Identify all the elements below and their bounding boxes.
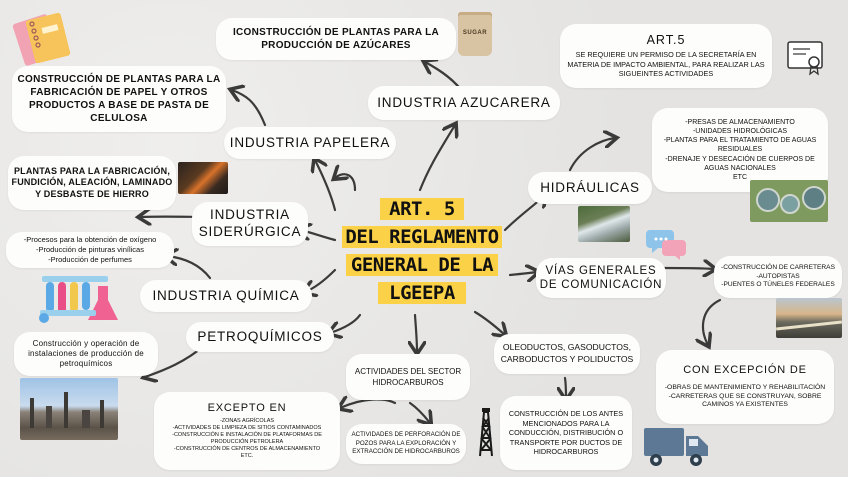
quimica-item: -Producción de perfumes [48,254,132,264]
excepcion-item: -OBRAS DE MANTENIMIENTO Y REHABILITACIÓN [664,383,826,391]
arrow-to-oleoductos [475,312,505,335]
arrow-to-vias [510,272,537,275]
node-vias-desc [714,256,842,298]
node-petroquimicos-desc: Construcción y operación de instalaciones de producción de petroquímicos [14,332,158,376]
excepcion-title: CON EXCEPCIÓN DE [683,363,807,376]
excepto-item: -CONSTRUCCIÓN DE CENTROS DE ALMACENAMIENTO [173,445,321,452]
water-treatment-photo [750,180,828,222]
arrow-to-papelera-desc [232,90,265,125]
excepto-item: ETC. [240,452,254,459]
refinery-photo [20,378,118,440]
node-papelera-desc: CONSTRUCCIÓN DE PLANTAS PARA LA FABRICACIÓN DE PAPEL Y OTROS PRODUCTOS A BASE DE PASTA DE CELULOSA [12,66,226,132]
notebooks-icon [12,10,74,68]
node-hidrocarburos-desc: ACTIVIDADES DE PERFORACIÓN DE POZOS PARA LA EXPLORACIÓN Y EXTRACCIÓN DE HIDROCARBUROS [346,424,466,464]
hidraulicas-item: -DRENAJE Y DESECACIÓN DE CUERPOS DE AGUAS NACIONALES [665,155,815,172]
title-line-4: LGEEPA [389,282,455,304]
node-industria-papelera: INDUSTRIA PAPELERA [224,127,396,159]
arrow-to-vias-desc [665,268,714,269]
excepto-item: -ZONAS AGRÍCOLAS [219,418,275,425]
arrow-to-hidrocarburos [415,315,417,352]
chemistry-flasks-icon [34,272,126,326]
node-industria-azucarera: INDUSTRIA AZUCARERA [368,86,560,120]
certificate-icon [786,40,826,76]
node-excepto-en [154,392,340,470]
node-petroquimicos: PETROQUÍMICOS [186,322,334,352]
node-hidrocarburos: ACTIVIDADES DEL SECTOR HIDROCARBUROS [346,354,470,400]
node-con-excepcion [656,350,834,424]
node-azucarera-desc: ICONSTRUCCIÓN DE PLANTAS PARA LA PRODUCCIÓN DE AZÚCARES [216,18,456,60]
art5-title: ART.5 [646,33,686,48]
node-quimica-desc [6,232,174,268]
arrow-to-hidrocarburos-desc [410,403,430,423]
sugar-bag-icon [458,12,492,56]
title-line-1: ART. 5 [389,198,455,220]
node-siderurgica-desc: PLANTAS PARA LA FABRICACIÓN, FUNDICIÓN, ALEACIÓN, LAMINADO Y DESBASTE DE HIERRO [8,156,176,210]
excepto-title: EXCEPTO EN [207,402,287,415]
arrow-to-excepcion [703,300,720,345]
node-hidraulicas: HIDRÁULICAS [528,172,652,204]
quimica-item: -Procesos para la obtención de oxígeno [23,235,157,245]
arrow-curl-1 [335,174,355,190]
arrow-to-hidraulicas-desc [570,138,615,170]
arrow-to-petroquimicos [330,315,360,333]
node-industria-quimica: INDUSTRIA QUÍMICA [140,280,312,312]
hidraulicas-item: -PRESAS DE ALMACENAMIENTO [685,119,795,127]
vias-item: -PUENTES O TÚNELES FEDERALES [721,281,835,289]
art5-desc: SE REQUIERE UN PERMISO DE LA SECRETARÍA EN MATERIA DE IMPACTO AMBIENTAL, PARA REALIZAR LAS SIGUEINTES ACTIVIDADES [567,50,765,79]
node-vias-generales: VÍAS GENERALES DE COMUNICACIÓN [536,258,666,298]
arrow-to-excepto [340,399,395,408]
title-line-2: DEL REGLAMENTO [345,226,499,248]
arrow-to-azucarera [420,125,455,190]
sugar-bag-label: SUGAR [462,30,488,36]
hidraulicas-item: ETC [733,173,747,181]
arrow-to-oleoductos-desc [565,378,566,398]
node-art5 [560,24,772,88]
vias-item: -CONSTRUCCIÓN DE CARRETERAS [721,263,835,271]
quimica-item: -Producción de pinturas vinílicas [36,245,144,255]
highway-photo [776,298,842,338]
dam-photo [578,206,630,242]
node-oleoductos-desc: CONSTRUCCIÓN DE LOS ANTES MENCIONADOS PARA LA CONDUCCIÓN, DISTRIBUCIÓN O TRANSPORTE POR DUCTOS DE HIDROCARBUROS [500,396,632,470]
excepcion-item: -CARRETERAS QUE SE CONSTRUYAN, SOBRE CAMINOS YA EXISTENTES [668,392,822,409]
hidraulicas-item: -PLANTAS PARA EL TRATAMIENTO DE AGUAS RESIDUALES [663,137,817,154]
arrow-to-papelera [315,160,335,210]
excepto-item: -CONSTRUCCIÓN E INSTALACIÓN DE PLATAFORMAS DE PRODUCCIÓN PETROLERA [172,432,322,445]
vias-item: -AUTOPISTAS [756,272,800,280]
speech-bubbles-icon [646,226,688,260]
steel-foundry-photo [178,162,228,194]
title-line-3: GENERAL DE LA [350,254,494,276]
oil-derrick-icon [472,406,500,458]
node-industria-siderurgica: INDUSTRIA SIDERÚRGICA [192,202,308,246]
truck-icon [642,424,712,468]
hidraulicas-item: -UNIDADES HIDROLÓGICAS [692,128,788,136]
node-oleoductos: OLEODUCTOS, GASODUCTOS, CARBODUCTOS Y POLIDUCTOS [494,334,640,374]
excepto-item: -ACTIVIDADES DE LIMPIEZA DE SITIOS CONTAMINADOS [172,425,322,432]
arrow-to-quimica-desc [167,256,210,278]
central-title [336,192,508,314]
